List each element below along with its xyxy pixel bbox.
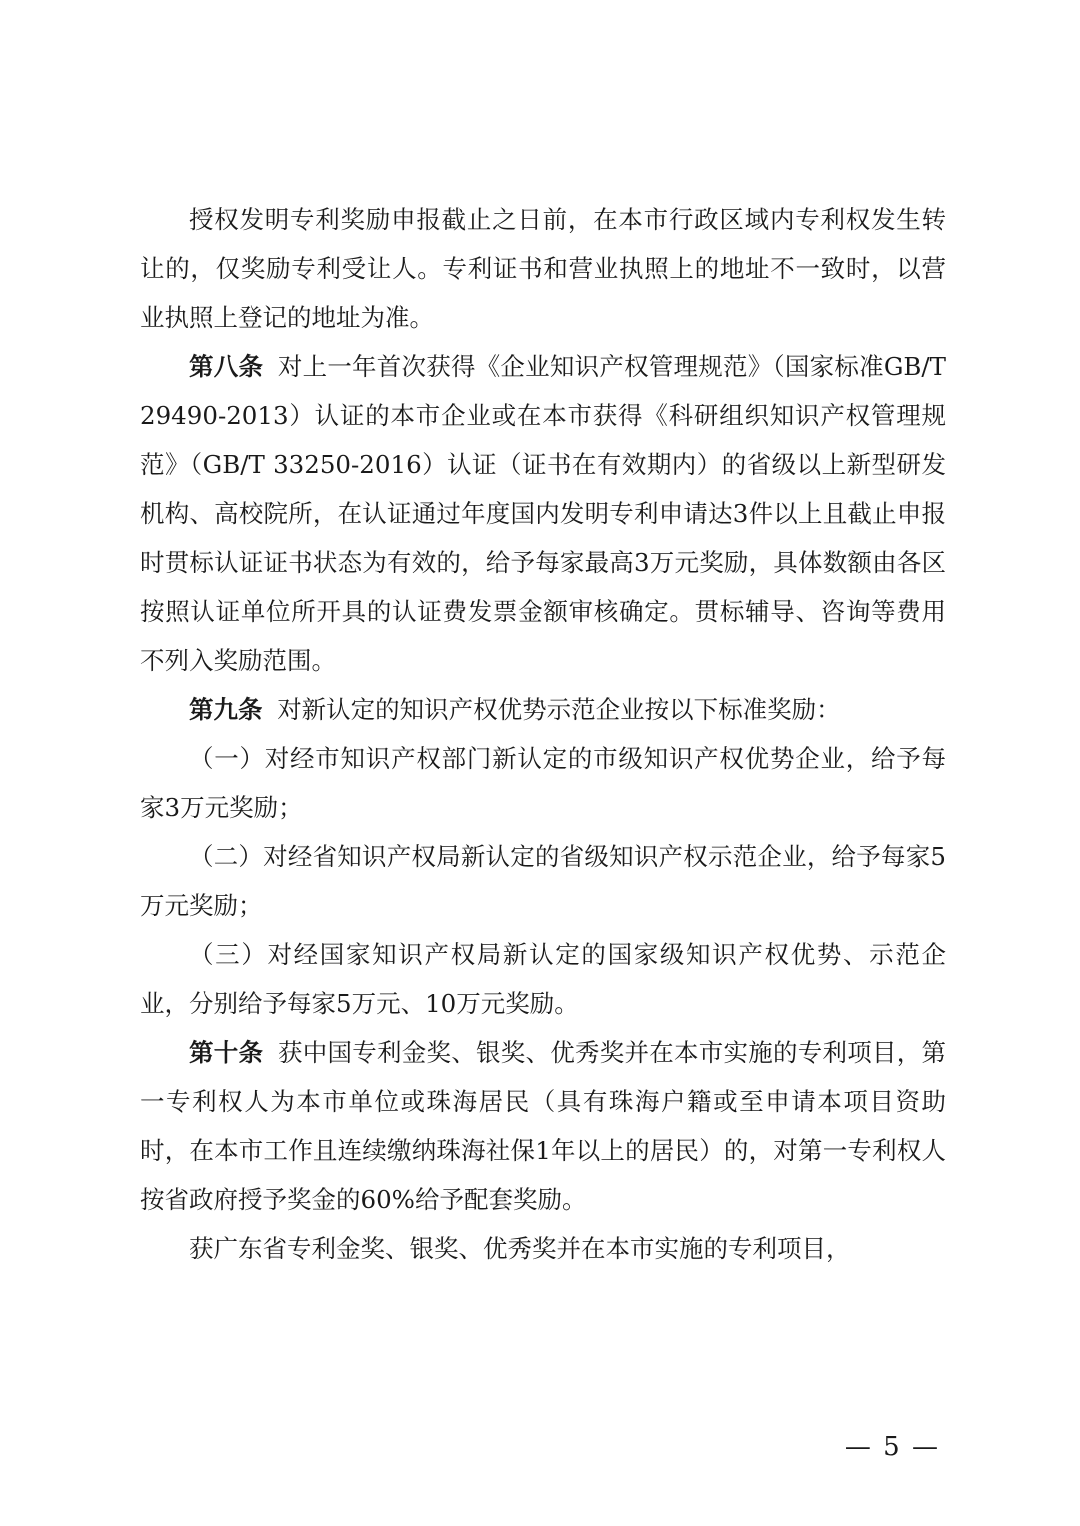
article-10-heading: 第十条 [189,1038,264,1067]
article-9 [140,685,946,734]
article-9-item-1 [140,734,946,832]
article-9-heading: 第九条 [189,695,263,724]
paragraph-1 [140,195,946,342]
article-9-item-2 [140,832,946,930]
article-10-text: 获中国专利金奖、银奖、优秀奖并在本市实施的专利项目，第一专利权人为本市单位或珠海居民（具有珠海户籍或至申请本项目资助时，在本市工作且连续缴纳珠海社保1年以上的居民）的，对第一专利权人按省政府授予奖金的60%给予配套奖励。 [140,1038,947,1214]
article-9-text: 对新认定的知识产权优势示范企业按以下标准奖励： [277,695,841,724]
paragraph-last [140,1224,946,1273]
article-8-text: 对上一年首次获得《企业知识产权管理规范》（国家标准GB/T 29490-2013）认证的本市企业或在本市获得《科研组织知识产权管理规范》（GB/T 33250-2016）认证（证书在有效期内）的省级以上新型研发机构、高校院所，在认证通过年度国内发明专利申请达3件以上且截止申报时贯标认证证书状态为有效的，给予每家最高3万元奖励，具体数额由各区按照认证单位所开具的认证费发票金额审核确定。贯标辅导、咨询等费用不列入奖励范围。 [140,352,946,675]
article-9-item-1-text: （一）对经市知识产权部门新认定的市级知识产权优势企业，给予每家3万元奖励； [140,744,946,822]
paragraph-1-text: 授权发明专利奖励申报截止之日前，在本市行政区域内专利权发生转让的，仅奖励专利受让人。专利证书和营业执照上的地址不一致时，以营业执照上登记的地址为准。 [140,205,946,332]
article-9-item-3-text: （三）对经国家知识产权局新认定的国家级知识产权优势、示范企业，分别给予每家5万元、10万元奖励。 [140,940,946,1018]
page-number: — 5 — [844,1432,940,1462]
article-8 [140,342,946,685]
article-9-item-2-text: （二）对经省知识产权局新认定的省级知识产权示范企业，给予每家5万元奖励； [140,842,946,920]
article-8-heading: 第八条 [189,352,264,381]
article-9-item-3 [140,930,946,1028]
body-text [140,195,946,1273]
paragraph-last-text: 获广东省专利金奖、银奖、优秀奖并在本市实施的专利项目， [189,1234,851,1263]
article-10 [140,1028,946,1224]
